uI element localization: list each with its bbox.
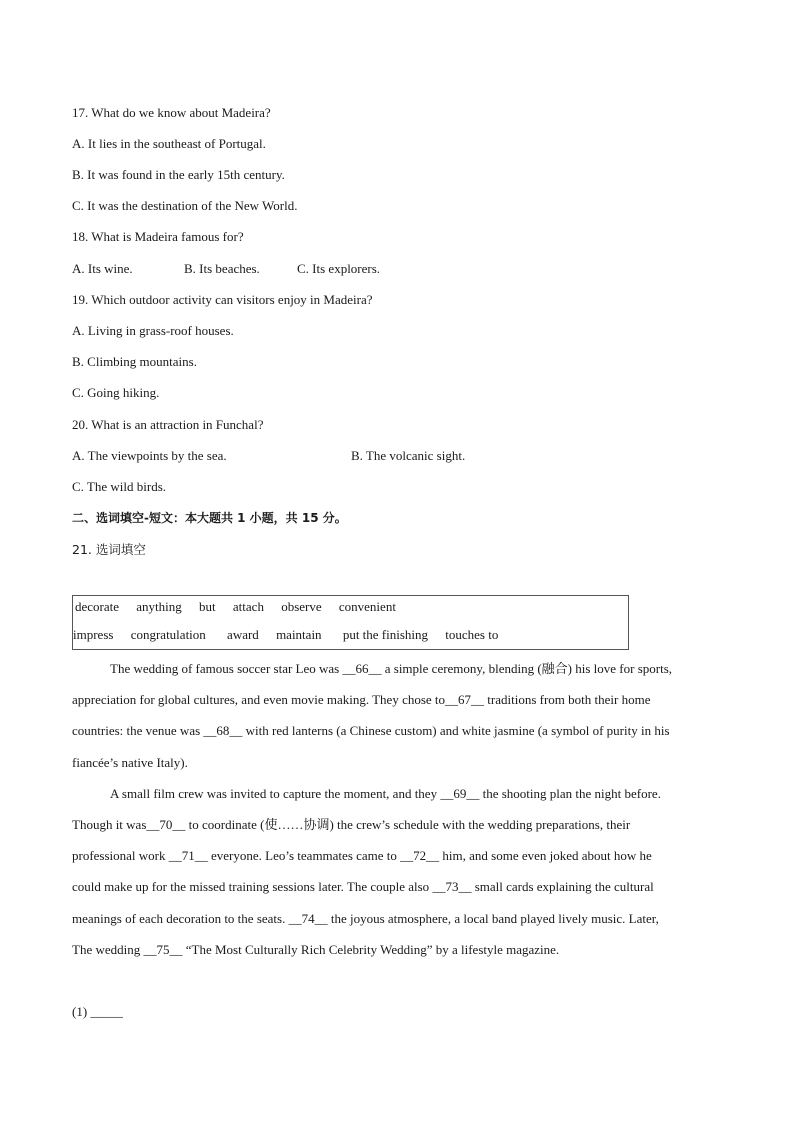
answer-line-1[interactable]: (1) _____	[72, 1004, 123, 1019]
blank-66[interactable]: __66__	[342, 661, 382, 676]
passage-line	[72, 879, 654, 895]
passage-line	[110, 786, 661, 802]
blank-74[interactable]: __74__	[288, 911, 328, 926]
word-bank-item: maintain	[276, 627, 322, 642]
passage-text: “The Most Culturally Rich Celebrity Wedding” by a lifestyle magazine.	[182, 942, 560, 957]
passage-text: appreciation for global cultures, and even movie making. They chose to	[72, 692, 446, 707]
question-20-option-c: C. The wild birds.	[72, 479, 167, 494]
question-18-option-c: C. Its explorers.	[297, 261, 381, 276]
question-17-option-b: B. It was found in the early 15th century.	[72, 167, 285, 182]
passage-text: a simple ceremony, blending (融合) his love for sports,	[381, 661, 672, 676]
passage-line	[72, 723, 670, 739]
question-20-stem: 20. What is an attraction in Funchal?	[72, 417, 264, 432]
question-19-stem: 19. Which outdoor activity can visitors enjoy in Madeira?	[72, 292, 373, 307]
question-18-option-b: B. Its beaches.	[184, 261, 260, 276]
passage-text: A small film crew was invited to capture the moment, and they	[110, 786, 441, 801]
passage-line	[72, 848, 652, 864]
word-bank-item: impress	[73, 627, 114, 642]
word-bank-item: put the finishing	[342, 627, 429, 642]
word-bank-item: observe	[281, 599, 322, 614]
passage-text: Though it was	[72, 817, 147, 832]
passage-line	[72, 942, 559, 958]
blank-67[interactable]: __67__	[445, 692, 485, 707]
section-header: 二、选词填空-短文：本大题共 1 小题，共 15 分。	[72, 511, 347, 525]
passage-line	[72, 817, 630, 833]
passage-text: him, and some even joked about how he	[439, 848, 652, 863]
question-19-option-c: C. Going hiking.	[72, 385, 160, 400]
word-bank-item: but	[199, 599, 216, 614]
question-20-option-b: B. The volcanic sight.	[351, 448, 466, 463]
blank-70[interactable]: __70__	[146, 817, 186, 832]
blank-73[interactable]: __73__	[432, 879, 472, 894]
passage-text: countries: the venue was	[72, 723, 204, 738]
passage-text: fiancée’s native Italy).	[72, 755, 188, 770]
passage-text: to coordinate (使……协调) the crew’s schedule with the wedding preparations, their	[185, 817, 631, 832]
passage-text: could make up for the missed training sessions later. The couple also	[72, 879, 433, 894]
passage-text: everyone. Leo’s teammates came to	[207, 848, 401, 863]
blank-72[interactable]: __72__	[400, 848, 440, 863]
word-bank-item: touches to	[445, 627, 499, 642]
question-17-option-c: C. It was the destination of the New World.	[72, 198, 298, 213]
passage-line	[72, 755, 188, 771]
question-17-stem: 17. What do we know about Madeira?	[72, 105, 271, 120]
passage-line	[72, 911, 659, 927]
passage-text: with red lanterns (a Chinese custom) and white jasmine (a symbol of purity in his	[242, 723, 670, 738]
word-bank-item: congratulation	[130, 627, 206, 642]
blank-75[interactable]: __75__	[143, 942, 183, 957]
question-17-option-a: A. It lies in the southeast of Portugal.	[72, 136, 266, 151]
passage-text: small cards explaining the cultural	[471, 879, 654, 894]
word-bank-row-2	[73, 627, 512, 643]
passage-text: The wedding of famous soccer star Leo was	[110, 661, 343, 676]
passage-text: the shooting plan the night before.	[479, 786, 661, 801]
question-21-title: 21. 选词填空	[72, 542, 146, 557]
blank-71[interactable]: __71__	[168, 848, 208, 863]
passage-line	[72, 692, 651, 708]
passage-text: the joyous atmosphere, a local band played lively music. Later,	[327, 911, 659, 926]
passage-text: The wedding	[72, 942, 144, 957]
word-bank-item: decorate	[75, 599, 120, 614]
word-bank-item: attach	[232, 599, 264, 614]
passage-text: meanings of each decoration to the seats.	[72, 911, 289, 926]
word-bank-item: convenient	[338, 599, 396, 614]
blank-68[interactable]: __68__	[203, 723, 243, 738]
word-bank-row-1	[75, 599, 410, 615]
passage-text: traditions from both their home	[484, 692, 651, 707]
word-bank-item: award	[227, 627, 259, 642]
passage-text: professional work	[72, 848, 169, 863]
question-18-option-a: A. Its wine.	[72, 261, 133, 276]
passage-line	[110, 661, 672, 677]
question-18-stem: 18. What is Madeira famous for?	[72, 229, 244, 244]
question-20-option-a: A. The viewpoints by the sea.	[72, 448, 227, 463]
question-19-option-a: A. Living in grass-roof houses.	[72, 323, 234, 338]
word-bank-item: anything	[136, 599, 182, 614]
blank-69[interactable]: __69__	[440, 786, 480, 801]
word-bank	[72, 595, 629, 650]
question-19-option-b: B. Climbing mountains.	[72, 354, 197, 369]
